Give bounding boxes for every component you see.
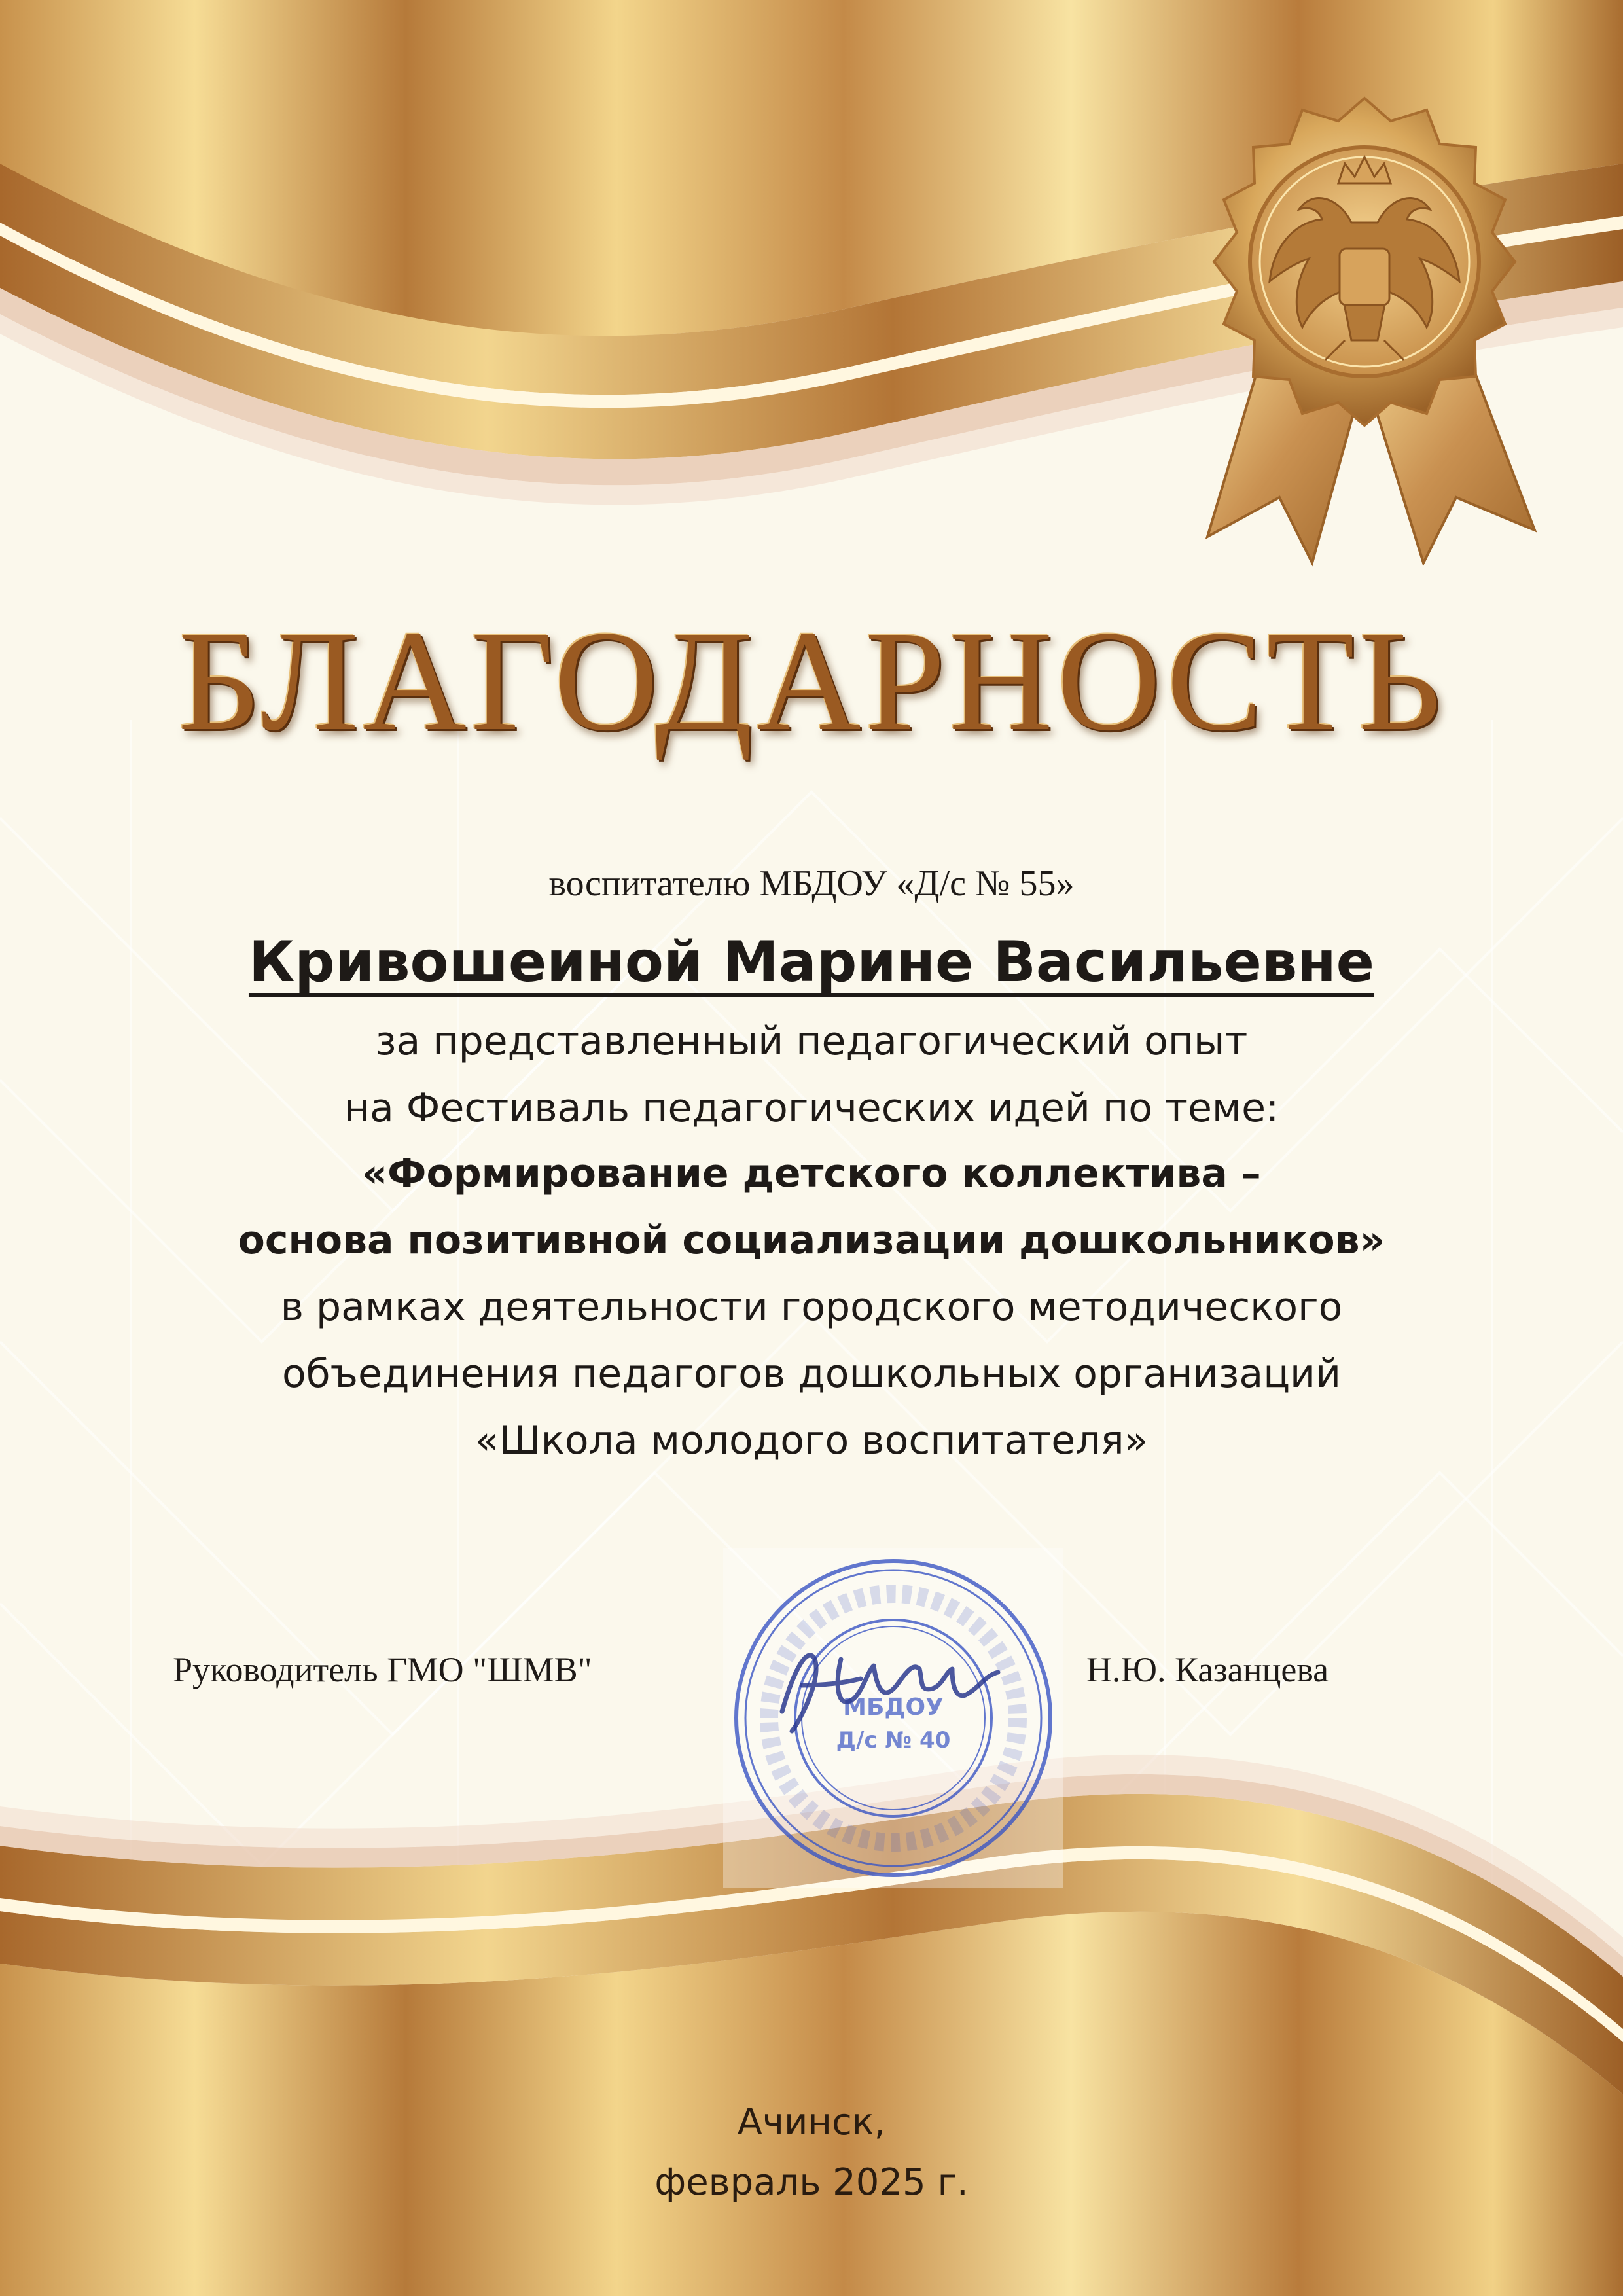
body-line-5: «Школа молодого воспитателя»	[474, 1418, 1149, 1463]
gold-seal-icon	[1149, 65, 1567, 589]
signatory-position: Руководитель ГМО "ШМВ"	[173, 1650, 592, 1689]
recipient-name-text: Кривошеиной Марине Васильевне	[248, 929, 1375, 995]
signatory-name: Н.Ю. Казанцева	[1086, 1650, 1329, 1689]
body-line-4: объединения педагогов дошкольных организаций	[281, 1351, 1342, 1397]
topic-line-2: основа позитивной социализации дошкольников»	[238, 1217, 1385, 1263]
topic-line-1: «Формирование детского коллектива –	[362, 1151, 1261, 1196]
recipient-name	[0, 929, 1623, 995]
body-line-2: на Фестиваль педагогических идей по теме:	[344, 1085, 1279, 1131]
body-line-3: в рамках деятельности городского методического	[280, 1284, 1343, 1330]
stamp-center-text-1: МБДОУ	[843, 1694, 944, 1721]
official-stamp	[723, 1548, 1063, 1888]
footer-city: Ачинск,	[737, 2101, 886, 2144]
stamp-center-text-2: Д/с № 40	[836, 1727, 951, 1753]
body-line-1: за представленный педагогический опыт	[375, 1018, 1248, 1064]
footer-date: февраль 2025 г.	[654, 2161, 969, 2204]
recipient-role: воспитателю МБДОУ «Д/с № 55»	[548, 863, 1075, 904]
document-title: БЛАГОДАРНОСТЬ	[178, 601, 1445, 761]
